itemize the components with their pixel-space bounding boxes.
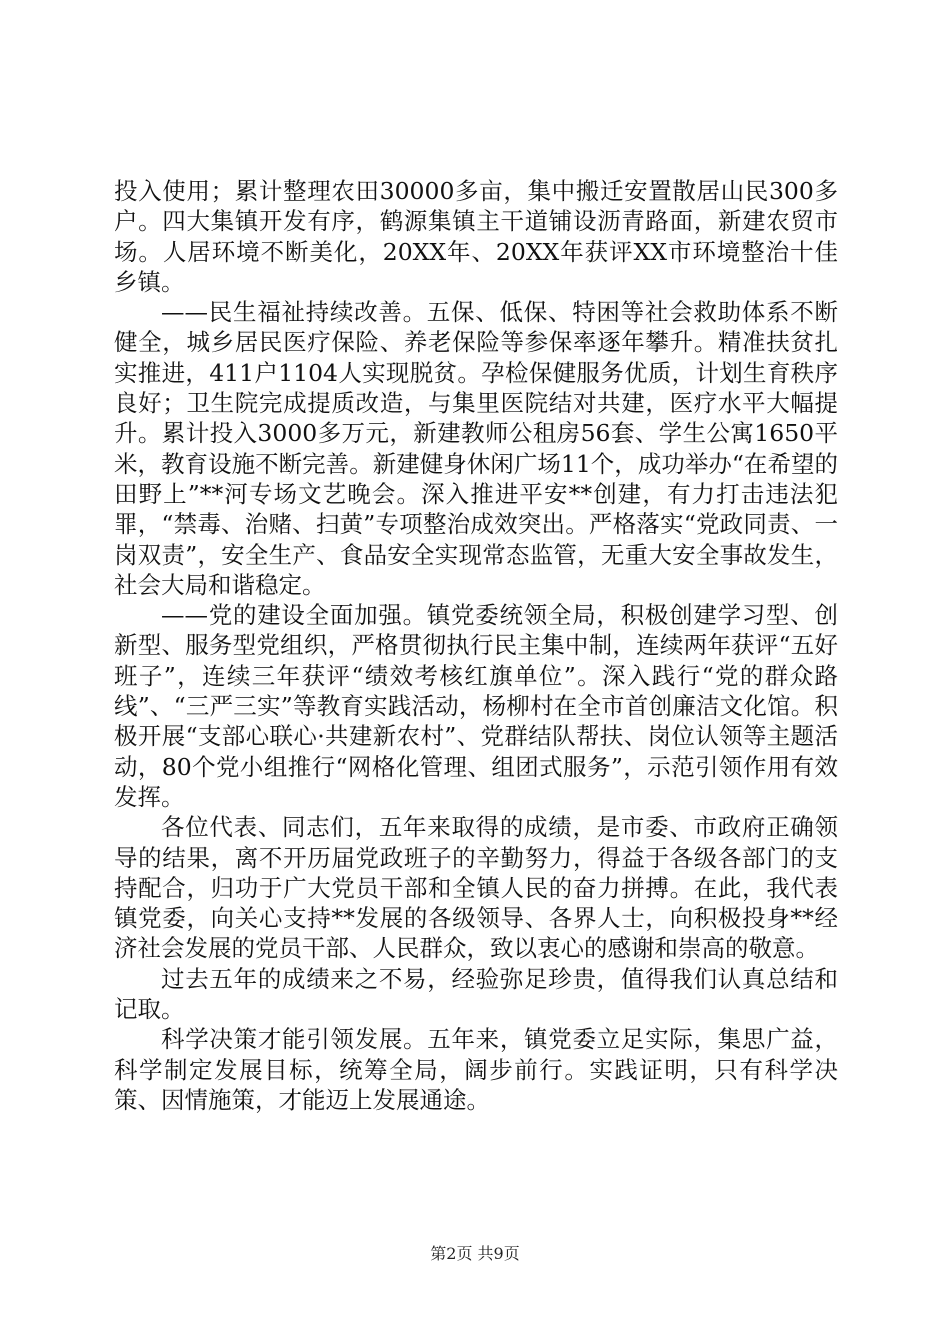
paragraph-6: 科学决策才能引领发展。五年来，镇党委立足实际，集思广益，科学制定发展目标，统筹全局，阔步前行。实践证明，只有科学决策、因情施策，才能迈上发展通途。 [114,1025,838,1114]
page-footer: 第2页 共9页 [430,1244,520,1263]
document-body [114,176,838,1115]
paragraph-5: 过去五年的成绩来之不易，经验弥足珍贵，值得我们认真总结和记取。 [114,964,838,1024]
paragraph-3: ——党的建设全面加强。镇党委统领全局，积极创建学习型、创新型、服务型党组织，严格贯彻执行民主集中制，连续两年获评“五好班子”，连续三年获评“绩效考核红旗单位”。深入践行“党的群众路线”、“三严三实”等教育实践活动，杨柳村在全市首创廉洁文化馆。积极开展“支部心联心·共建新农村”、党群结队帮扶、岗位认领等主题活动，80个党小组推行“网格化管理、组团式服务”，示范引领作用有效发挥。 [114,601,838,811]
paragraph-4: 各位代表、同志们，五年来取得的成绩，是市委、市政府正确领导的结果，离不开历届党政班子的辛勤努力，得益于各级各部门的支持配合，归功于广大党员干部和全镇人民的奋力拼搏。在此，我代表镇党委，向关心支持**发展的各级领导、各界人士，向积极投身**经济社会发展的党员干部、人民群众，致以衷心的感谢和崇高的敬意。 [114,813,838,963]
paragraph-1: 投入使用；累计整理农田30000多亩，集中搬迁安置散居山民300多户。四大集镇开发有序，鹤源集镇主干道铺设沥青路面，新建农贸市场。人居环境不断美化，20XX年、20XX年获评XX市环境整治十佳乡镇。 [114,177,838,296]
paragraph-2: ——民生福祉持续改善。五保、低保、特困等社会救助体系不断健全，城乡居民医疗保险、养老保险等参保率逐年攀升。精准扶贫扎实推进，411户1104人实现脱贫。孕检保健服务优质，计划生育秩序良好；卫生院完成提质改造，与集里医院结对共建，医疗水平大幅提升。累计投入3000多万元，新建教师公租房56套、学生公寓1650平米，教育设施不断完善。新建健身休闲广场11个，成功举办“在希望的田野上”**河专场文艺晚会。深入推进平安**创建，有力打击违法犯罪，“禁毒、治赌、扫黄”专项整治成效突出。严格落实“党政同责、一岗双责”，安全生产、食品安全实现常态监管，无重大安全事故发生，社会大局和谐稳定。 [114,298,838,599]
